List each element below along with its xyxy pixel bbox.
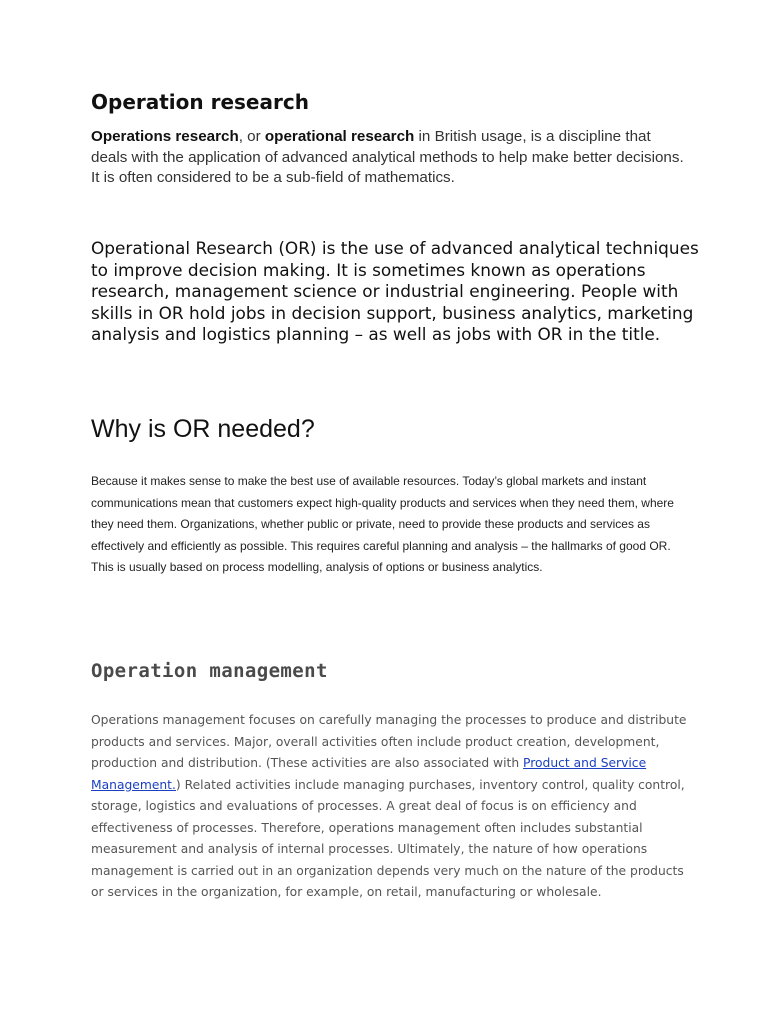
- heading-why-or-needed: Why is OR needed?: [91, 415, 315, 443]
- term-operations-research: Operations research: [91, 128, 239, 145]
- paragraph-operation-management: [91, 710, 691, 904]
- text-om-before-link: Operations management focuses on carefully managing the processes to produce and distribute products and services. Major, overall activities often include product creation, development, production and distribution. (These activities are also associated with: [91, 713, 687, 770]
- heading-operation-management: Operation management: [91, 660, 328, 682]
- heading-operation-research: Operation research: [91, 90, 309, 114]
- paragraph-or-usage: Operational Research (OR) is the use of advanced analytical techniques to improve decision making. It is sometimes known as operations research, management science or industrial engineering. People with skills in OR hold jobs in decision support, business analytics, marketing analysis and logistics planning – as well as jobs with OR in the title.: [91, 238, 699, 345]
- paragraph-or-definition: [91, 127, 691, 189]
- link-product-service-management[interactable]: Product and Service Management.: [91, 756, 647, 792]
- text-definition-rest: in British usage, is a discipline that deals with the application of advanced analytical methods to help make better decisions. It is often considered to be a sub-field of mathematics.: [91, 128, 684, 186]
- term-operational-research: operational research: [264, 128, 415, 145]
- text-om-after-link: ) Related activities include managing purchases, inventory control, quality control, storage, logistics and evaluations of processes. A great deal of focus is on efficiency and effectiveness of processes. Therefore, operations management often includes substantial measurement and analysis of internal processes. Ultimately, the nature of how operations management is carried out in an organization depends very much on the nature of the products or services in the organization, for example, on retail, manufacturing or wholesale.: [91, 777, 685, 899]
- paragraph-why-or-needed: Because it makes sense to make the best use of available resources. Today’s global markets and instant communications mean that customers expect high-quality products and services when they need them, where they need them. Organizations, whether public or private, need to provide these products and services as effectively and efficiently as possible. This requires careful planning and analysis – the hallmarks of good OR. This is usually based on process modelling, analysis of options or business analytics.: [91, 474, 674, 575]
- text-separator: , or: [238, 128, 265, 145]
